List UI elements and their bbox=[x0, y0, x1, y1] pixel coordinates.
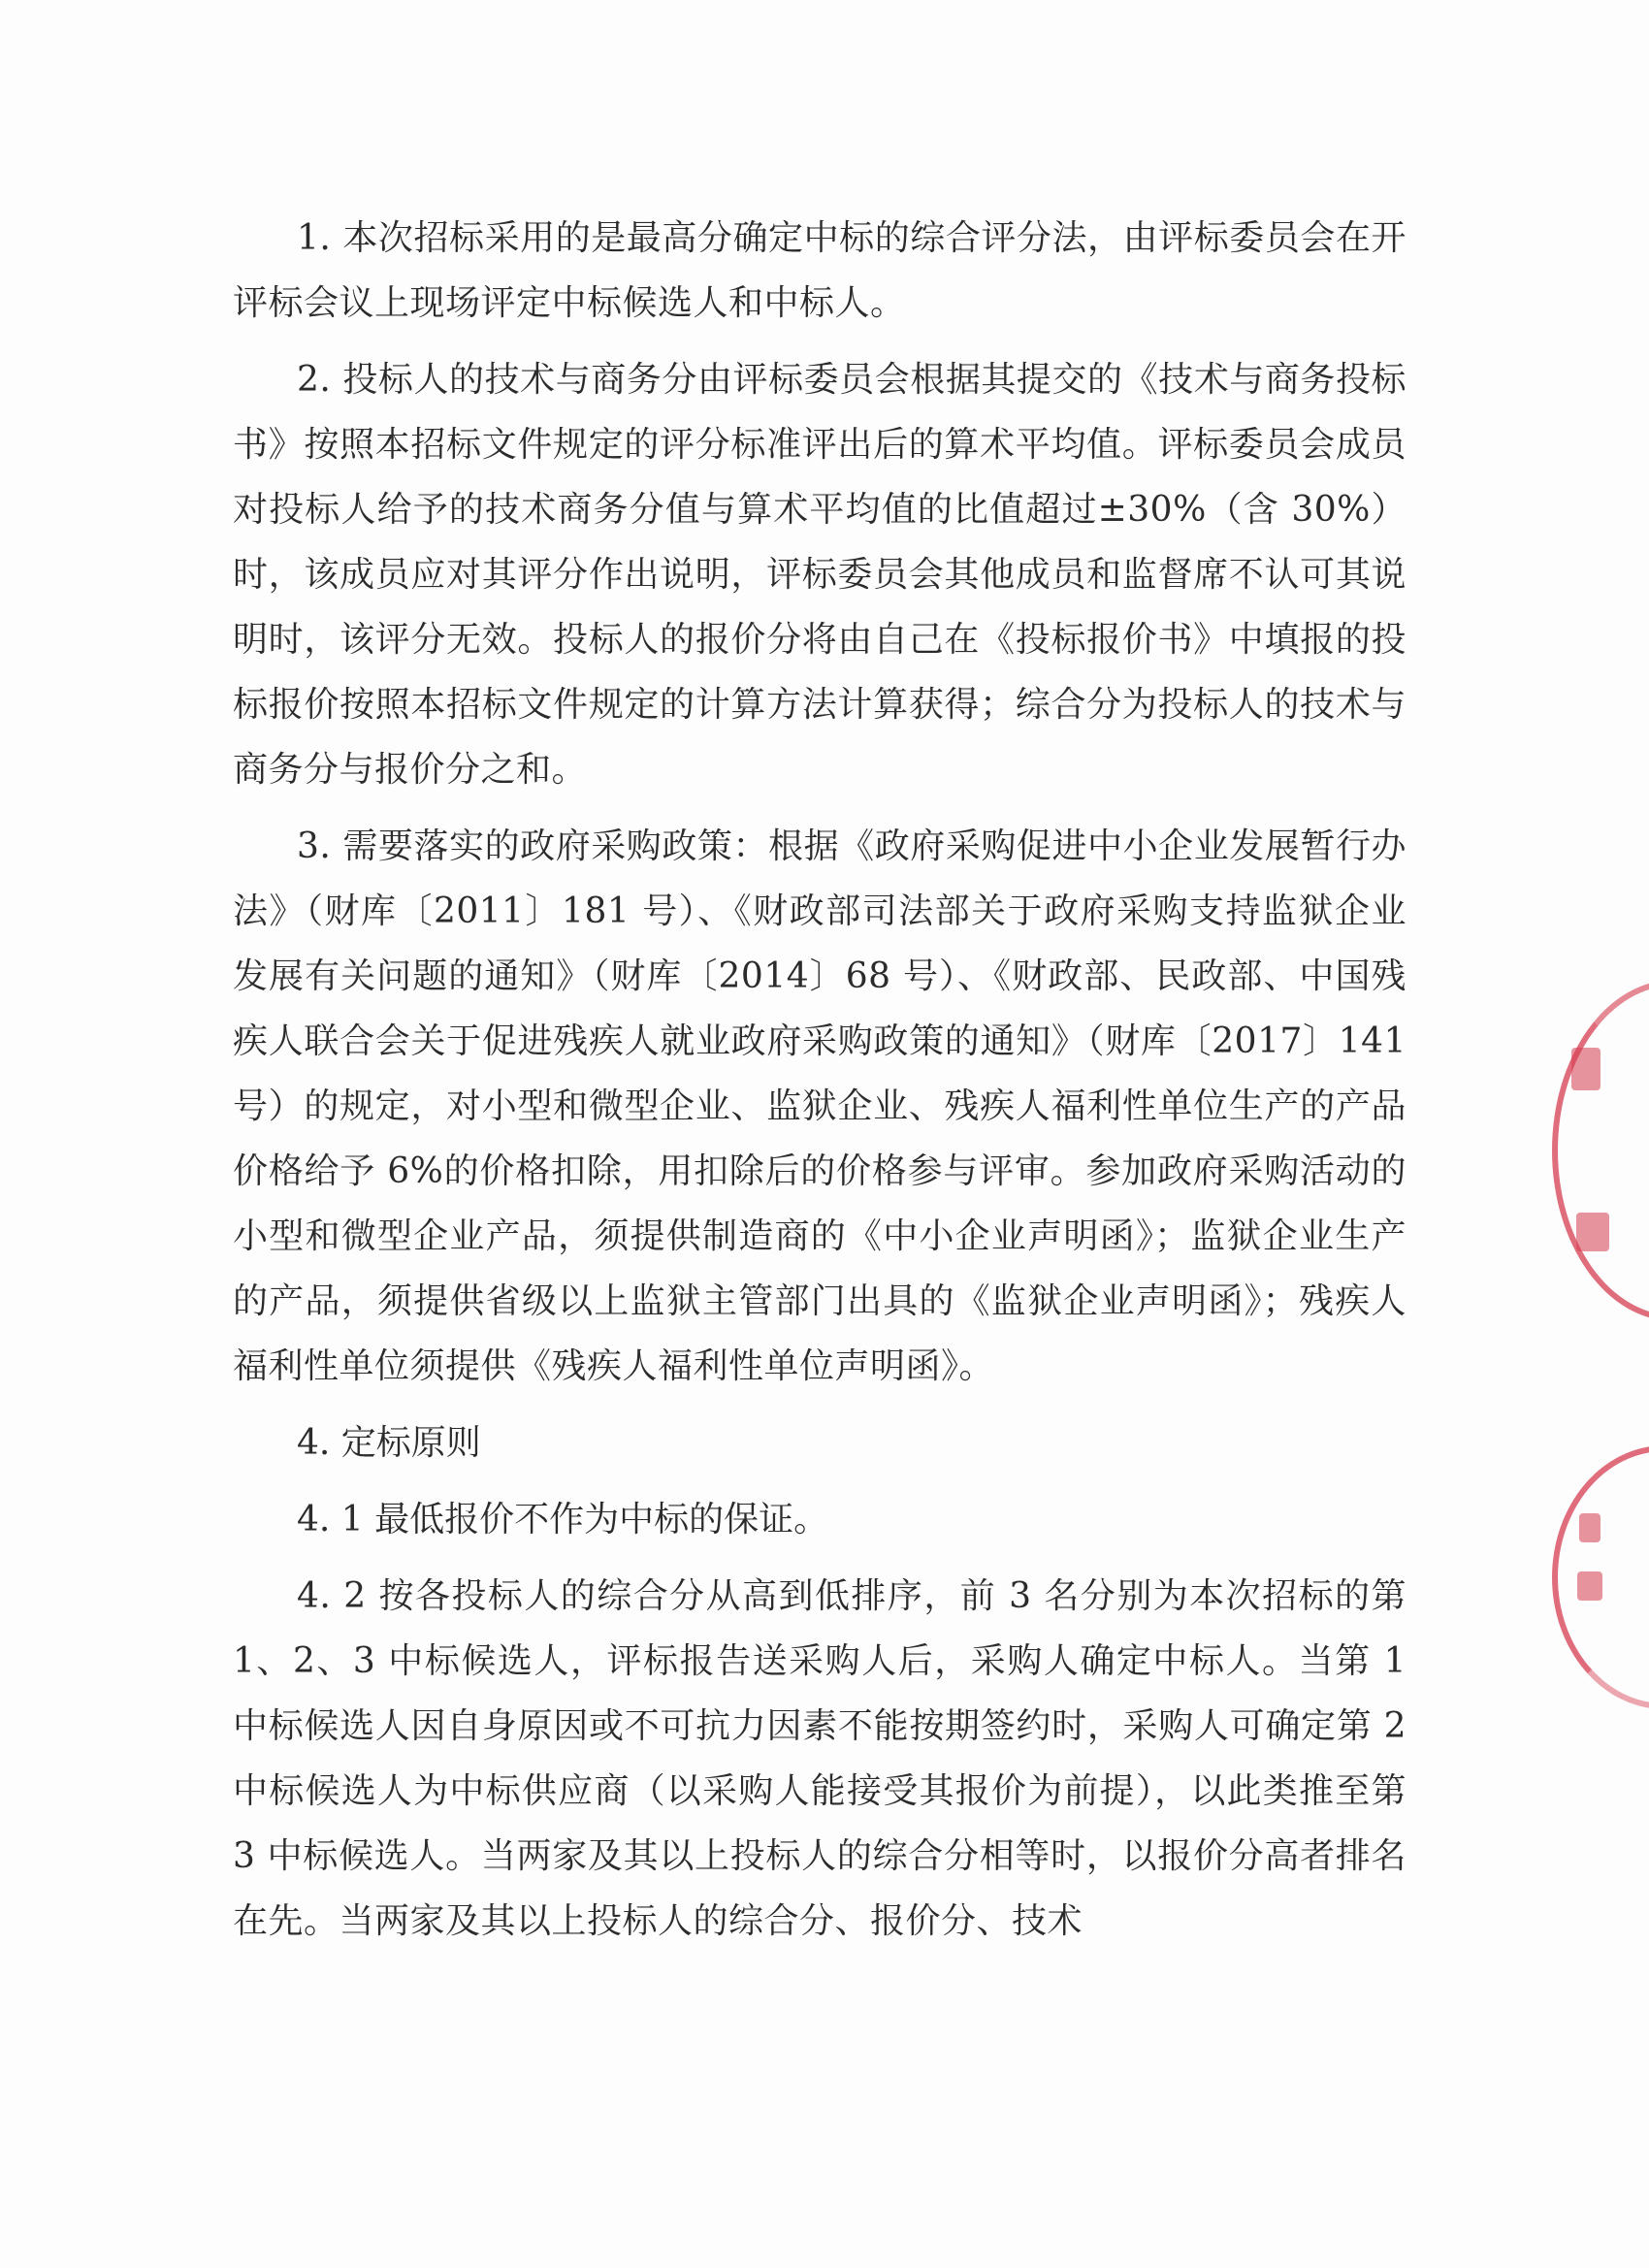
paragraph-4-1: 4. 1 最低报价不作为中标的保证。 bbox=[297, 1500, 829, 1539]
paragraph-1: 1. 本次招标采用的是最高分确定中标的综合评分法，由评标委员会在开评标会议上现场评定中标候选人和中标人。 bbox=[233, 218, 1406, 323]
seal-mark bbox=[1576, 1213, 1609, 1251]
section-heading-4: 4. 定标原则 bbox=[297, 1423, 481, 1463]
document-body bbox=[233, 206, 1406, 1954]
paragraph-4-2: 4. 2 按各投标人的综合分从高到低排序，前 3 名分别为本次招标的第 1、2、3 中标候选人，评标报告送采购人后，采购人确定中标人。当第 1 中标候选人因自身原因或不可抗力因素不能按期签约时，采购人可确定第 2 中标候选人为中标供应商（以采购人能接受其报价为前提），以此类推至第 3 中标候选人。当两家及其以上投标人的综合分相等时，以报价分高者排名在先。当两家及其以上投标人的综合分、报价分、技术 bbox=[233, 1576, 1406, 1941]
seal-mark bbox=[1577, 1571, 1602, 1601]
paragraph-2: 2. 投标人的技术与商务分由评标委员会根据其提交的《技术与商务投标书》按照本招标文件规定的评分标准评出后的算术平均值。评标委员会成员对投标人给予的技术商务分值与算术平均值的比值超过±30%（含 30%）时，该成员应对其评分作出说明，评标委员会其他成员和监督席不认可其说明时，该评分无效。投标人的报价分将由自己在《投标报价书》中填报的投标报价按照本招标文件规定的计算方法计算获得；综合分为投标人的技术与商务分与报价分之和。 bbox=[233, 360, 1406, 790]
seal-mark bbox=[1579, 1513, 1600, 1542]
paragraph-3: 3. 需要落实的政府采购政策：根据《政府采购促进中小企业发展暂行办法》（财库〔2011〕181 号）、《财政部司法部关于政府采购支持监狱企业发展有关问题的通知》（财库〔2014〕68 号）、《财政部、民政部、中国残疾人联合会关于促进残疾人就业政府采购政策的通知》（财库〔2017〕141 号）的规定，对小型和微型企业、监狱企业、残疾人福利性单位生产的产品价格给予 6%的价格扣除，用扣除后的价格参与评审。参加政府采购活动的小型和微型企业产品，须提供制造商的《中小企业声明函》；监狱企业生产的产品，须提供省级以上监狱主管部门出具的《监狱企业声明函》；残疾人福利性单位须提供《残疾人福利性单位声明函》。 bbox=[233, 826, 1406, 1386]
red-seal-stamp-upper bbox=[1552, 980, 1649, 1321]
seal-mark bbox=[1571, 1048, 1600, 1090]
